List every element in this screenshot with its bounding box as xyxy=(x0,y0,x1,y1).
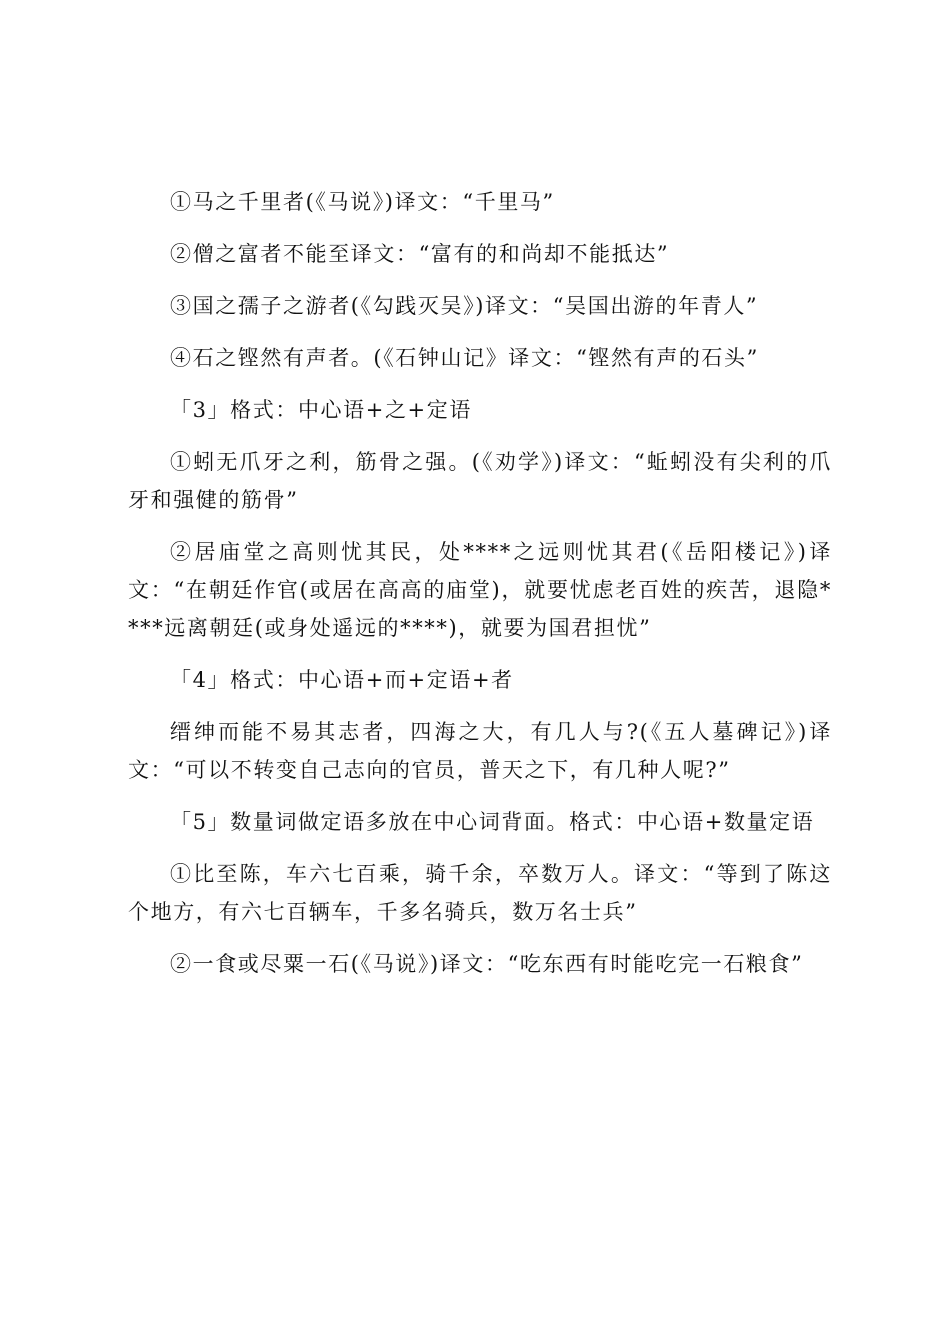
example-paragraph-9: ②一食或尽粟一石(《马说》)译文：“吃东西有时能吃完一石粮食” xyxy=(170,952,804,976)
section-heading-5: 「5」数量词做定语多放在中心词背面。格式：中心语+数量定语 xyxy=(170,810,815,834)
example-paragraph-3: ③国之孺子之游者(《勾践灭吴》)译文：“吴国出游的年青人” xyxy=(170,294,759,318)
section-heading-4: 「4」格式：中心语+而+定语+者 xyxy=(170,668,514,692)
example-paragraph-7: 缙绅而能不易其志者，四海之大，有几人与?(《五人墓碑记》)译文：“可以不转变自己志向的官员，普天之下，有几种人呢?” xyxy=(128,720,832,782)
example-paragraph-2: ②僧之富者不能至译文：“富有的和尚却不能抵达” xyxy=(170,242,670,266)
example-paragraph-1: ①马之千里者(《马说》)译文：“千里马” xyxy=(170,190,555,214)
section-heading-3: 「3」格式：中心语+之+定语 xyxy=(170,398,472,422)
example-paragraph-4: ④石之铿然有声者。(《石钟山记》译文：“铿然有声的石头” xyxy=(170,346,759,370)
example-paragraph-8: ①比至陈，车六七百乘，骑千余，卒数万人。译文：“等到了陈这个地方，有六七百辆车，千多名骑兵，数万名士兵” xyxy=(128,862,832,924)
example-paragraph-6: ②居庙堂之高则忧其民，处****之远则忧其君(《岳阳楼记》)译文：“在朝廷作官(或居在高高的庙堂)，就要忧虑老百姓的疾苦，退隐****远离朝廷(或身处遥远的****)，就要为国君担忧” xyxy=(128,540,832,640)
example-paragraph-5: ①蚓无爪牙之利，筋骨之强。(《劝学》)译文：“蚯蚓没有尖利的爪牙和强健的筋骨” xyxy=(128,450,832,512)
document-body xyxy=(128,183,832,983)
